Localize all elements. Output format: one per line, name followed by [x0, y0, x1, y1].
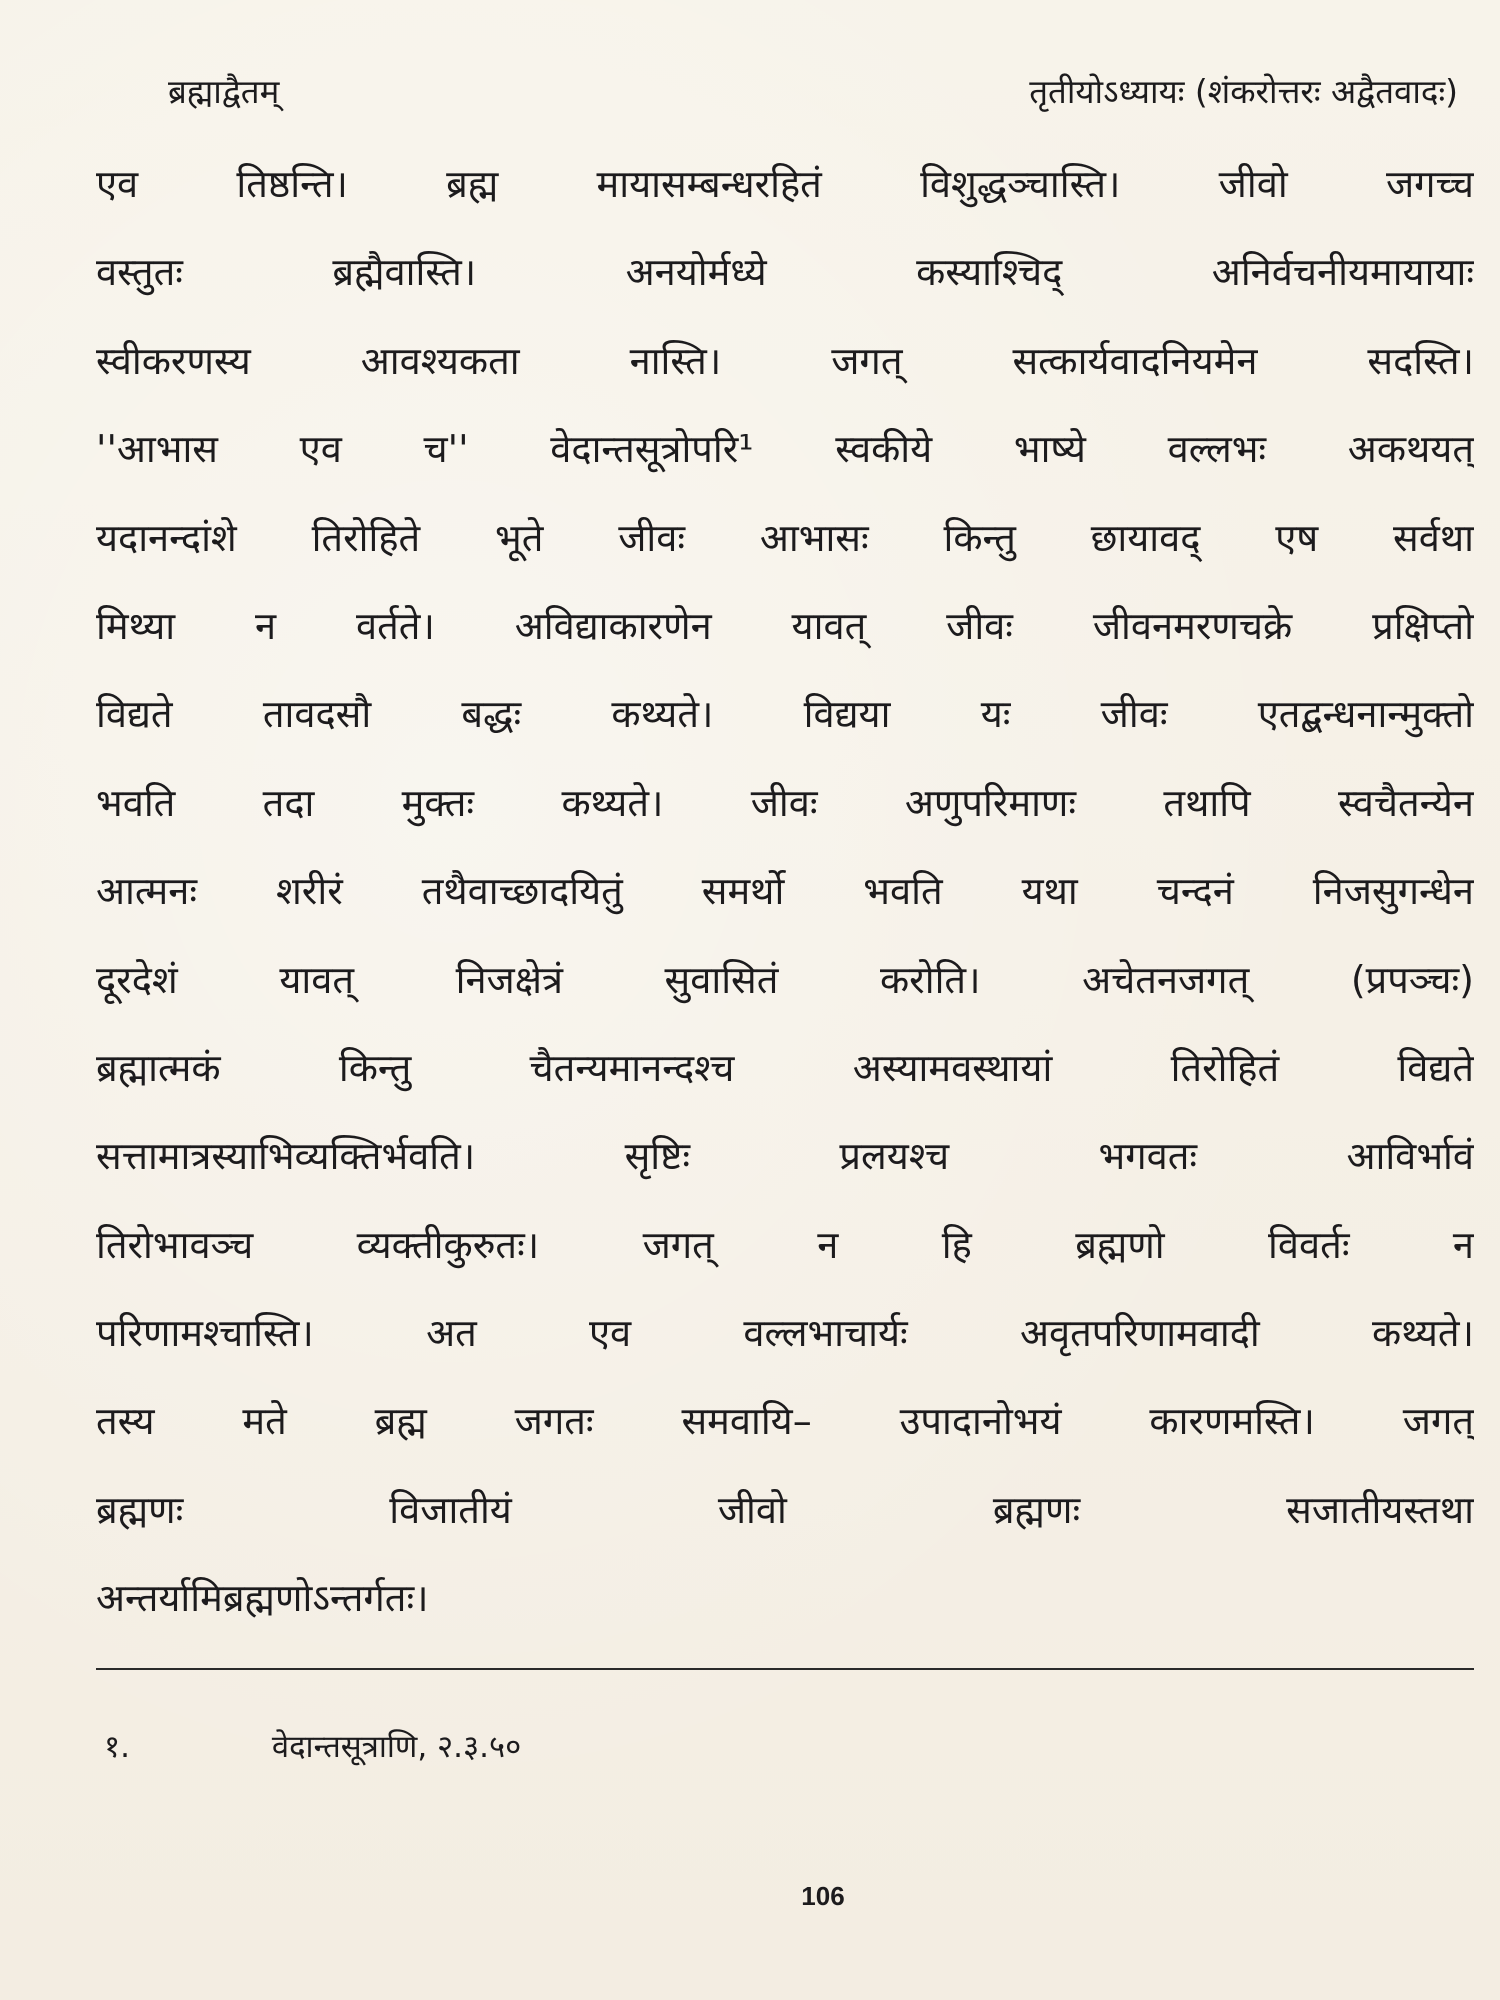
text-line: ''आभास एव च'' वेदान्तसूत्रोपरि¹ स्वकीये भाष्ये वल्लभः अकथयत्: [96, 427, 1474, 472]
text-line: सत्तामात्रस्याभिव्यक्तिर्भवति। सृष्टिः प्रलयश्च भगवतः आविर्भावं: [96, 1134, 1474, 1179]
text-line: विद्यते तावदसौ बद्धः कथ्यते। विद्यया यः जीवः एतद्बन्धनान्मुक्तो: [96, 692, 1474, 737]
text-line: वस्तुतः ब्रह्मैवास्ति। अनयोर्मध्ये कस्याश्चिद् अनिर्वचनीयमायायाः: [96, 250, 1474, 295]
running-head: [168, 62, 1458, 122]
body-text: [96, 140, 1474, 1621]
text-line: यदानन्दांशे तिरोहिते भूते जीवः आभासः किन्तु छायावद् एष सर्वथा: [96, 515, 1474, 560]
text-line: परिणामश्चास्ति। अत एव वल्लभाचार्यः अवृतपरिणामवादी कथ्यते।: [96, 1311, 1474, 1356]
running-head-left: ब्रह्माद्वैतम्: [168, 72, 280, 111]
text-line: ब्रह्मात्मकं किन्तु चैतन्यमानन्दश्च अस्यामवस्थायां तिरोहितं विद्यते: [96, 1045, 1474, 1090]
text-line: ब्रह्मणः विजातीयं जीवो ब्रह्मणः सजातीयस्तथा: [96, 1487, 1474, 1532]
text-line: अन्तर्यामिब्रह्मणोऽन्तर्गतः।: [96, 1576, 429, 1621]
running-head-right: तृतीयोऽध्यायः (शंकरोत्तरः अद्वैतवादः): [1029, 72, 1458, 111]
text-line: दूरदेशं यावत् निजक्षेत्रं सुवासितं करोति। अचेतनजगत् (प्रपञ्चः): [96, 957, 1474, 1002]
text-line: मिथ्या न वर्तते। अविद्याकारणेन यावत् जीवः जीवनमरणचक्रे प्रक्षिप्तो: [96, 603, 1474, 648]
text-line: स्वीकरणस्य आवश्यकता नास्ति। जगत् सत्कार्यवादनियमेन सदस्ति।: [96, 338, 1474, 383]
footnote-text: वेदान्तसूत्राणि, २.३.५०: [271, 1729, 522, 1765]
page-number: 106: [801, 1881, 845, 1911]
text-line: तिरोभावञ्च व्यक्तीकुरुतः। जगत् न हि ब्रह्मणो विवर्तः न: [96, 1222, 1474, 1267]
text-line: भवति तदा मुक्तः कथ्यते। जीवः अणुपरिमाणः तथापि स्वचैतन्येन: [96, 780, 1474, 825]
footnote-divider: [96, 1668, 1474, 1670]
text-line: एव तिष्ठन्ति। ब्रह्म मायासम्बन्धरहितं विशुद्धञ्चास्ति। जीवो जगच्च: [96, 162, 1474, 206]
page-number-wrap: [0, 1876, 1500, 1916]
text-line: आत्मनः शरीरं तथैवाच्छादयितुं समर्थो भवति यथा चन्दनं निजसुगन्धेन: [96, 869, 1474, 914]
footnote-number: १.: [104, 1729, 130, 1765]
text-line: तस्य मते ब्रह्म जगतः समवायि– उपादानोभयं कारणमस्ति। जगत्: [96, 1399, 1474, 1444]
footnote: [104, 1722, 521, 1772]
